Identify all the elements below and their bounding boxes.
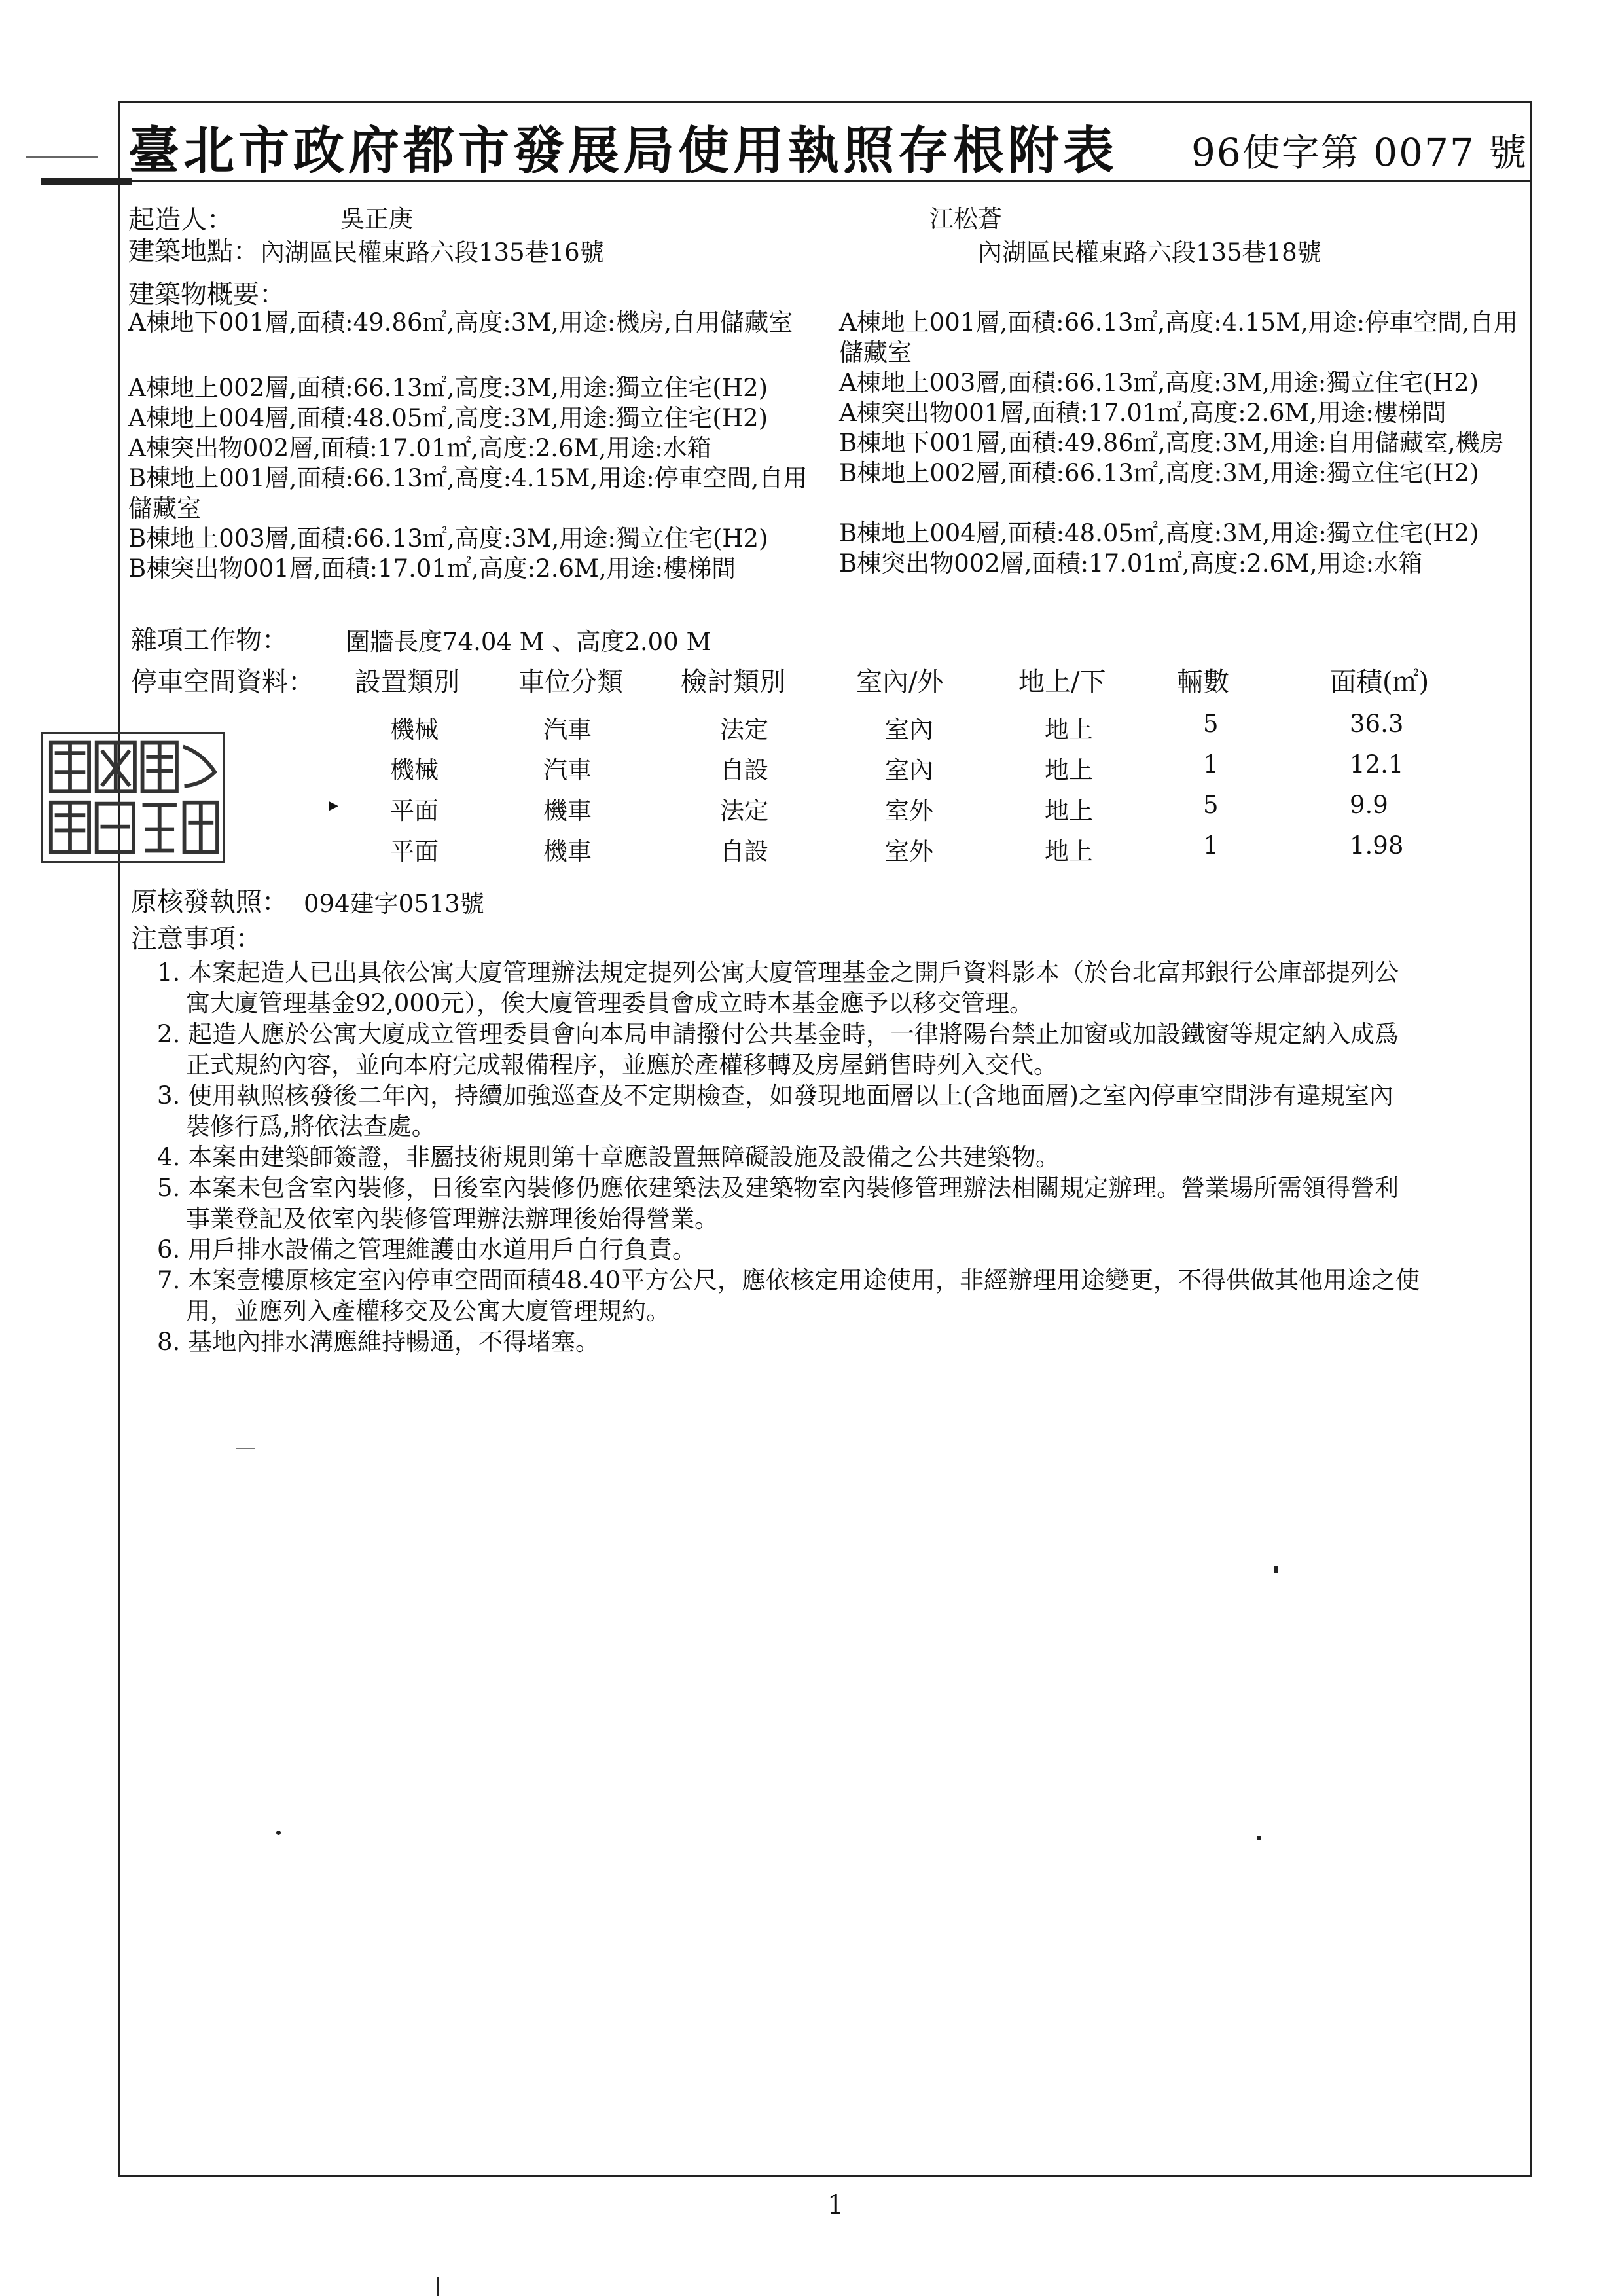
overview-left-line: B棟地上001層,面積:66.13㎡,高度:4.15M,用途:停車空間,自用: [128, 464, 808, 492]
parking-header-cell: 設置類別: [355, 667, 459, 697]
parking-cell: 機械: [390, 756, 439, 784]
original-license-value: 094建字0513號: [304, 890, 484, 918]
parking-cell: 室內: [885, 756, 933, 784]
seal-stamp-icon: [41, 732, 225, 863]
note-line: 7. 本案壹樓原核定室內停車空間面積48.40平方公尺，應依核定用途使用，非經辦理用途變更，不得供做其他用途之使: [157, 1266, 1420, 1294]
overview-right-line: A棟地上003層,面積:66.13㎡,高度:3M,用途:獨立住宅(H2): [839, 369, 1479, 397]
parking-cell: 5: [1203, 791, 1219, 819]
note-line: 用，並應列入產權移交及公寓大廈管理規約。: [186, 1297, 670, 1325]
parking-cell: 法定: [720, 716, 768, 744]
note-line: 8. 基地內排水溝應維持暢通，不得堵塞。: [157, 1328, 600, 1356]
overview-right-line: B棟突出物002層,面積:17.01㎡,高度:2.6M,用途:水箱: [839, 549, 1423, 577]
overview-left-line: A棟地上004層,面積:48.05㎡,高度:3M,用途:獨立住宅(H2): [128, 404, 768, 432]
parking-cell: 1.98: [1350, 831, 1404, 860]
page-number: 1: [827, 2190, 844, 2220]
parking-row: [0, 710, 1618, 744]
parking-cell: 室外: [885, 837, 933, 866]
overview-right-line: B棟地上004層,面積:48.05㎡,高度:3M,用途:獨立住宅(H2): [839, 519, 1479, 547]
original-license-label: 原核發執照：: [131, 887, 288, 917]
scan-mark: [41, 178, 132, 185]
applicant-name-1: 吳正庚: [340, 205, 413, 233]
parking-cell: 平面: [390, 797, 439, 825]
scan-speck: [437, 2277, 439, 2296]
parking-header-cell: 車位分類: [518, 667, 623, 697]
parking-cell: 地上: [1045, 716, 1093, 744]
overview-left-line: A棟地下001層,面積:49.86㎡,高度:3M,用途:機房,自用儲藏室: [128, 308, 793, 337]
parking-cell: 室外: [885, 797, 933, 825]
misc-works-value: 圍牆長度74.04 M 、高度2.00 M: [346, 628, 711, 656]
note-item: [157, 1326, 1545, 1357]
seal-stamp-graphic: [43, 734, 223, 861]
note-line: 事業登記及依室內裝修管理辦法辦理後始得營業。: [186, 1205, 719, 1233]
overview-left-line: B棟地上003層,面積:66.13㎡,高度:3M,用途:獨立住宅(H2): [128, 524, 768, 553]
document-number: 96使字第 0077 號: [1191, 130, 1528, 175]
scan-mark: [26, 156, 98, 158]
applicant-name-2: 江松蒼: [929, 205, 1002, 233]
parking-cell: 1: [1203, 831, 1219, 860]
note-item: [157, 1234, 1545, 1265]
site-label: 建築地點：: [128, 236, 259, 266]
scan-speck: [276, 1831, 281, 1835]
note-item: [157, 1173, 1545, 1234]
note-line: 6. 用戶排水設備之管理維護由水道用戶自行負責。: [157, 1235, 697, 1264]
parking-header-cell: 室內/外: [856, 667, 944, 697]
parking-row: [0, 750, 1618, 784]
parking-header-cell: 面積(㎡): [1330, 667, 1429, 697]
overview-right-column: [839, 308, 1518, 579]
parking-label: 停車空間資料：: [131, 667, 314, 697]
parking-cell: 機車: [543, 837, 592, 866]
parking-header-cell: 輛數: [1177, 667, 1229, 697]
parking-cell: 機車: [543, 797, 592, 825]
note-line: 1. 本案起造人已出具依公寓大廈管理辦法規定提列公寓大廈管理基金之開戶資料影本（於台北富邦銀行公庫部提列公: [157, 958, 1399, 987]
overview-label: 建築物概要：: [128, 280, 285, 310]
parking-cell: 平面: [390, 837, 439, 866]
parking-cell: 自設: [720, 837, 768, 866]
parking-cell: 36.3: [1350, 710, 1404, 738]
note-line: 5. 本案未包含室內裝修，日後室內裝修仍應依建築法及建築物室內裝修管理辦法相關規定辦理。營業場所需領得營利: [157, 1174, 1399, 1202]
overview-right-line: 儲藏室: [839, 338, 912, 367]
overview-left-line: B棟突出物001層,面積:17.01㎡,高度:2.6M,用途:樓梯間: [128, 555, 736, 583]
parking-cell: 汽車: [543, 716, 592, 744]
parking-header-row: [0, 661, 1618, 697]
parking-row: [0, 791, 1618, 825]
overview-right-line: B棟地上002層,面積:66.13㎡,高度:3M,用途:獨立住宅(H2): [839, 459, 1479, 487]
parking-cell: 地上: [1045, 756, 1093, 784]
parking-cell: 地上: [1045, 797, 1093, 825]
overview-left-line: 儲藏室: [128, 494, 201, 522]
parking-cell: 5: [1203, 710, 1219, 738]
note-line: 3. 使用執照核發後二年內，持續加強巡查及不定期檢查，如發現地面層以上(含地面層)之室內停車空間涉有違規室內: [157, 1082, 1393, 1110]
scan-speck: [236, 1448, 255, 1449]
parking-cell: 機械: [390, 716, 439, 744]
note-item: [157, 1265, 1545, 1326]
scan-speck: [1274, 1566, 1278, 1573]
site-address-1: 內湖區民權東路六段135巷16號: [261, 238, 604, 266]
note-item: [157, 1142, 1545, 1173]
parking-cell: 地上: [1045, 837, 1093, 866]
overview-right-line: B棟地下001層,面積:49.86㎡,高度:3M,用途:自用儲藏室,機房: [839, 429, 1504, 457]
parking-cell: 法定: [720, 797, 768, 825]
notes-list: [157, 957, 1545, 1357]
note-item: [157, 1019, 1545, 1080]
note-line: 4. 本案由建築師簽證，非屬技術規則第十章應設置無障礙設施及設備之公共建築物。: [157, 1143, 1060, 1171]
overview-left-line: A棟地上002層,面積:66.13㎡,高度:3M,用途:獨立住宅(H2): [128, 374, 768, 402]
note-line: 裝修行爲,將依法查處。: [186, 1112, 436, 1140]
overview-left-line: A棟突出物002層,面積:17.01㎡,高度:2.6M,用途:水箱: [128, 434, 711, 462]
parking-header-cell: 地上/下: [1018, 667, 1106, 697]
parking-cell: 汽車: [543, 756, 592, 784]
notes-label: 注意事項：: [131, 924, 262, 954]
overview-right-line: [839, 488, 1518, 519]
document-title: 臺北市政府都市發展局使用執照存根附表: [128, 121, 1119, 181]
bullet-mark: ▸: [329, 793, 339, 816]
parking-cell: 1: [1203, 750, 1219, 778]
parking-header-cell: 檢討類別: [681, 667, 785, 697]
applicant-label: 起造人：: [128, 205, 233, 235]
note-line: 2. 起造人應於公寓大廈成立管理委員會向本局申請撥付公共基金時，一律將陽台禁止加窗或加設鐵窗等規定納入成爲: [157, 1020, 1399, 1048]
note-line: 寓大廈管理基金92,000元），俟大廈管理委員會成立時本基金應予以移交管理。: [186, 989, 1034, 1017]
parking-cell: 12.1: [1350, 750, 1404, 778]
misc-works-label: 雜項工作物：: [131, 625, 288, 655]
note-item: [157, 957, 1545, 1019]
overview-right-line: A棟地上001層,面積:66.13㎡,高度:4.15M,用途:停車空間,自用: [839, 308, 1518, 337]
parking-row: [0, 831, 1618, 866]
overview-right-line: A棟突出物001層,面積:17.01㎡,高度:2.6M,用途:樓梯間: [839, 399, 1447, 427]
parking-cell: 室內: [885, 716, 933, 744]
parking-cell: 9.9: [1350, 791, 1388, 819]
scan-speck: [1257, 1836, 1261, 1840]
overview-left-column: [128, 308, 807, 584]
parking-cell: 自設: [720, 756, 768, 784]
note-item: [157, 1080, 1545, 1142]
note-line: 正式規約內容，並向本府完成報備程序，並應於產權移轉及房屋銷售時列入交代。: [186, 1051, 1058, 1079]
site-address-2: 內湖區民權東路六段135巷18號: [978, 238, 1321, 266]
